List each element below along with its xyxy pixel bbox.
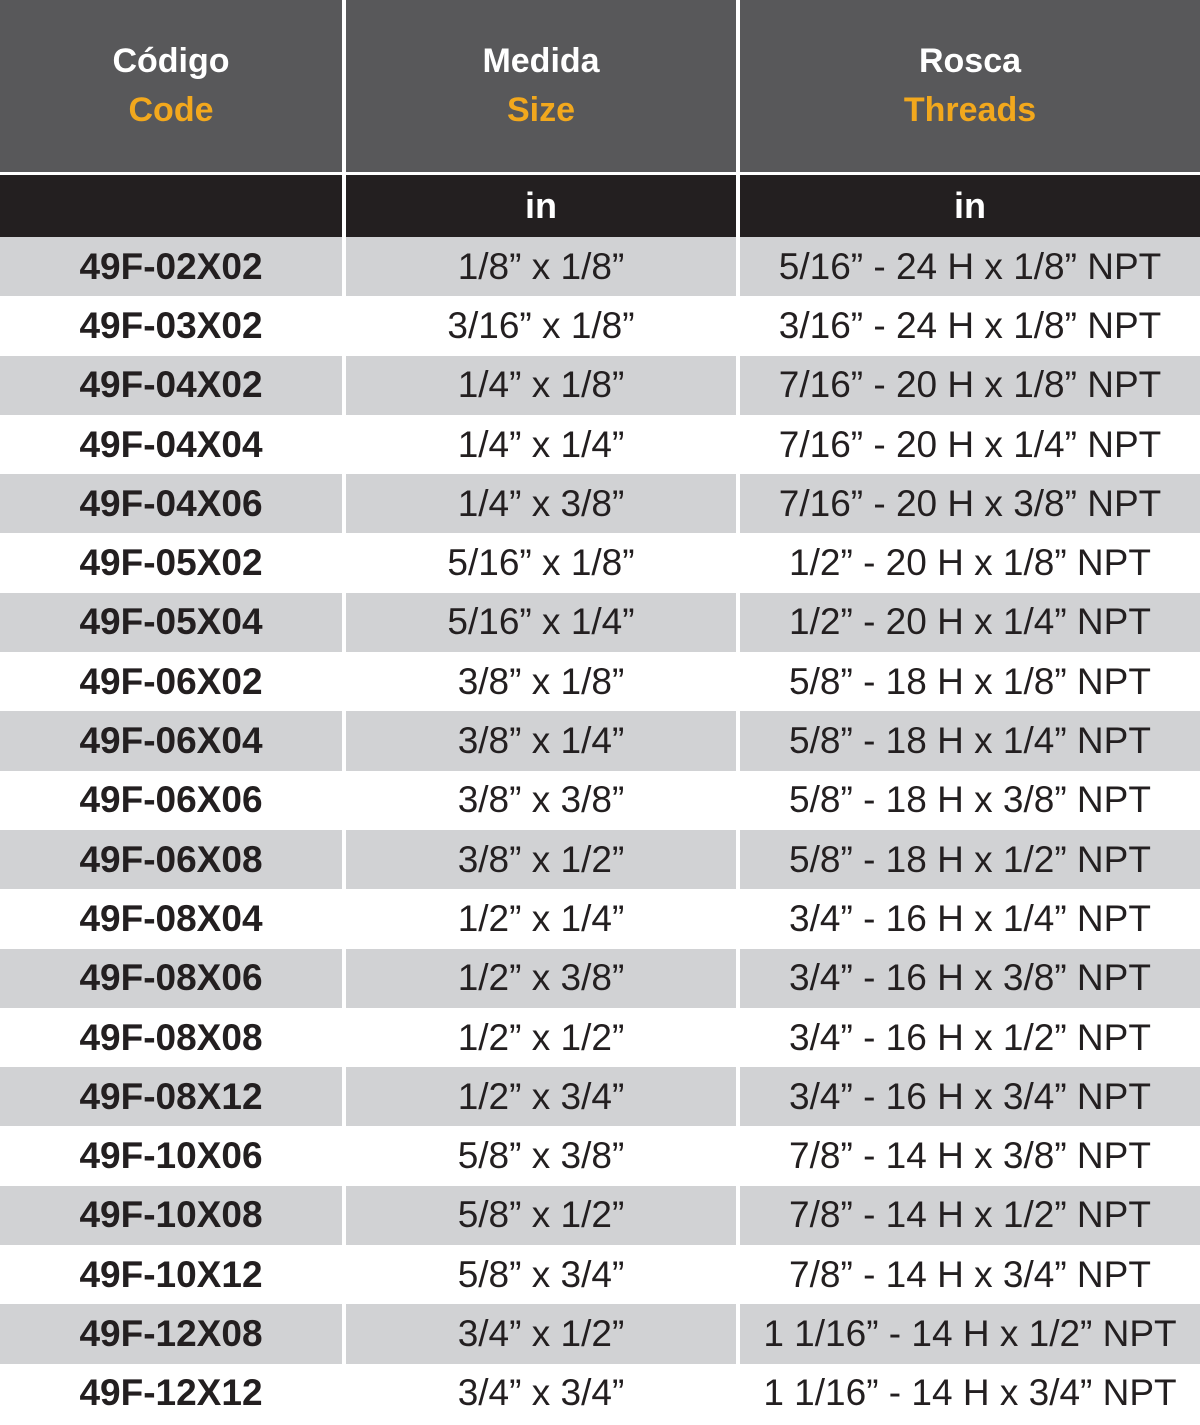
cell-threads: 7/8” - 14 H x 3/4” NPT bbox=[736, 1245, 1200, 1304]
header-size bbox=[342, 0, 736, 172]
cell-size: 1/2” x 1/4” bbox=[342, 889, 736, 948]
table-row bbox=[0, 356, 1200, 415]
unit-threads: in bbox=[736, 175, 1200, 237]
table-header-row bbox=[0, 0, 1200, 175]
cell-size: 1/2” x 1/2” bbox=[342, 1008, 736, 1067]
header-threads-es: Rosca bbox=[918, 41, 1022, 80]
cell-code: 49F-12X12 bbox=[0, 1364, 342, 1423]
table-row bbox=[0, 1126, 1200, 1185]
cell-code: 49F-08X04 bbox=[0, 889, 342, 948]
cell-threads: 1/2” - 20 H x 1/8” NPT bbox=[736, 533, 1200, 592]
header-size-es: Medida bbox=[482, 41, 600, 80]
header-code bbox=[0, 0, 342, 172]
cell-threads: 3/4” - 16 H x 3/4” NPT bbox=[736, 1067, 1200, 1126]
cell-code: 49F-04X06 bbox=[0, 474, 342, 533]
cell-size: 5/8” x 3/4” bbox=[342, 1245, 736, 1304]
table-row bbox=[0, 1245, 1200, 1304]
cell-size: 1/2” x 3/8” bbox=[342, 949, 736, 1008]
cell-threads: 7/16” - 20 H x 1/4” NPT bbox=[736, 415, 1200, 474]
cell-size: 5/8” x 3/8” bbox=[342, 1126, 736, 1185]
header-code-es: Código bbox=[112, 41, 230, 80]
cell-size: 1/4” x 3/8” bbox=[342, 474, 736, 533]
table-row bbox=[0, 1364, 1200, 1423]
table-row bbox=[0, 533, 1200, 592]
cell-code: 49F-12X08 bbox=[0, 1304, 342, 1363]
cell-threads: 1 1/16” - 14 H x 3/4” NPT bbox=[736, 1364, 1200, 1423]
cell-threads: 5/8” - 18 H x 1/8” NPT bbox=[736, 652, 1200, 711]
cell-size: 3/8” x 1/2” bbox=[342, 830, 736, 889]
cell-code: 49F-05X04 bbox=[0, 593, 342, 652]
cell-threads: 7/8” - 14 H x 1/2” NPT bbox=[736, 1186, 1200, 1245]
cell-size: 3/8” x 1/8” bbox=[342, 652, 736, 711]
cell-code: 49F-04X02 bbox=[0, 356, 342, 415]
cell-code: 49F-02X02 bbox=[0, 237, 342, 296]
table-row bbox=[0, 830, 1200, 889]
cell-threads: 7/16” - 20 H x 1/8” NPT bbox=[736, 356, 1200, 415]
cell-code: 49F-08X12 bbox=[0, 1067, 342, 1126]
cell-threads: 3/16” - 24 H x 1/8” NPT bbox=[736, 296, 1200, 355]
table-row bbox=[0, 1304, 1200, 1363]
cell-size: 5/16” x 1/4” bbox=[342, 593, 736, 652]
cell-code: 49F-06X04 bbox=[0, 711, 342, 770]
cell-code: 49F-06X06 bbox=[0, 771, 342, 830]
table-row bbox=[0, 1186, 1200, 1245]
cell-threads: 7/16” - 20 H x 3/8” NPT bbox=[736, 474, 1200, 533]
cell-threads: 5/8” - 18 H x 1/2” NPT bbox=[736, 830, 1200, 889]
table-row bbox=[0, 889, 1200, 948]
cell-size: 3/16” x 1/8” bbox=[342, 296, 736, 355]
table-body bbox=[0, 237, 1200, 1423]
cell-threads: 1 1/16” - 14 H x 1/2” NPT bbox=[736, 1304, 1200, 1363]
header-code-en: Code bbox=[128, 91, 214, 129]
cell-threads: 5/16” - 24 H x 1/8” NPT bbox=[736, 237, 1200, 296]
table-row bbox=[0, 949, 1200, 1008]
cell-threads: 3/4” - 16 H x 1/4” NPT bbox=[736, 889, 1200, 948]
cell-code: 49F-06X02 bbox=[0, 652, 342, 711]
cell-code: 49F-03X02 bbox=[0, 296, 342, 355]
table-row bbox=[0, 415, 1200, 474]
cell-size: 1/2” x 3/4” bbox=[342, 1067, 736, 1126]
cell-threads: 3/4” - 16 H x 1/2” NPT bbox=[736, 1008, 1200, 1067]
unit-size: in bbox=[342, 175, 736, 237]
cell-code: 49F-08X08 bbox=[0, 1008, 342, 1067]
cell-code: 49F-05X02 bbox=[0, 533, 342, 592]
cell-code: 49F-08X06 bbox=[0, 949, 342, 1008]
cell-code: 49F-06X08 bbox=[0, 830, 342, 889]
unit-code bbox=[0, 175, 342, 237]
table-row bbox=[0, 296, 1200, 355]
cell-size: 3/8” x 1/4” bbox=[342, 711, 736, 770]
table-row bbox=[0, 652, 1200, 711]
table-row bbox=[0, 1008, 1200, 1067]
table-row bbox=[0, 771, 1200, 830]
table-row bbox=[0, 237, 1200, 296]
cell-size: 1/4” x 1/8” bbox=[342, 356, 736, 415]
cell-size: 1/8” x 1/8” bbox=[342, 237, 736, 296]
cell-threads: 7/8” - 14 H x 3/8” NPT bbox=[736, 1126, 1200, 1185]
cell-size: 5/8” x 1/2” bbox=[342, 1186, 736, 1245]
table-row bbox=[0, 1067, 1200, 1126]
cell-threads: 1/2” - 20 H x 1/4” NPT bbox=[736, 593, 1200, 652]
units-row bbox=[0, 175, 1200, 237]
cell-size: 1/4” x 1/4” bbox=[342, 415, 736, 474]
cell-threads: 5/8” - 18 H x 3/8” NPT bbox=[736, 771, 1200, 830]
cell-size: 3/4” x 1/2” bbox=[342, 1304, 736, 1363]
cell-code: 49F-10X12 bbox=[0, 1245, 342, 1304]
cell-size: 3/4” x 3/4” bbox=[342, 1364, 736, 1423]
table-row bbox=[0, 474, 1200, 533]
cell-code: 49F-04X04 bbox=[0, 415, 342, 474]
table-row bbox=[0, 711, 1200, 770]
cell-threads: 3/4” - 16 H x 3/8” NPT bbox=[736, 949, 1200, 1008]
header-threads bbox=[736, 0, 1200, 172]
table-row bbox=[0, 593, 1200, 652]
cell-size: 5/16” x 1/8” bbox=[342, 533, 736, 592]
cell-size: 3/8” x 3/8” bbox=[342, 771, 736, 830]
cell-code: 49F-10X06 bbox=[0, 1126, 342, 1185]
header-size-en: Size bbox=[506, 91, 576, 129]
cell-threads: 5/8” - 18 H x 1/4” NPT bbox=[736, 711, 1200, 770]
header-threads-en: Threads bbox=[903, 91, 1037, 129]
cell-code: 49F-10X08 bbox=[0, 1186, 342, 1245]
